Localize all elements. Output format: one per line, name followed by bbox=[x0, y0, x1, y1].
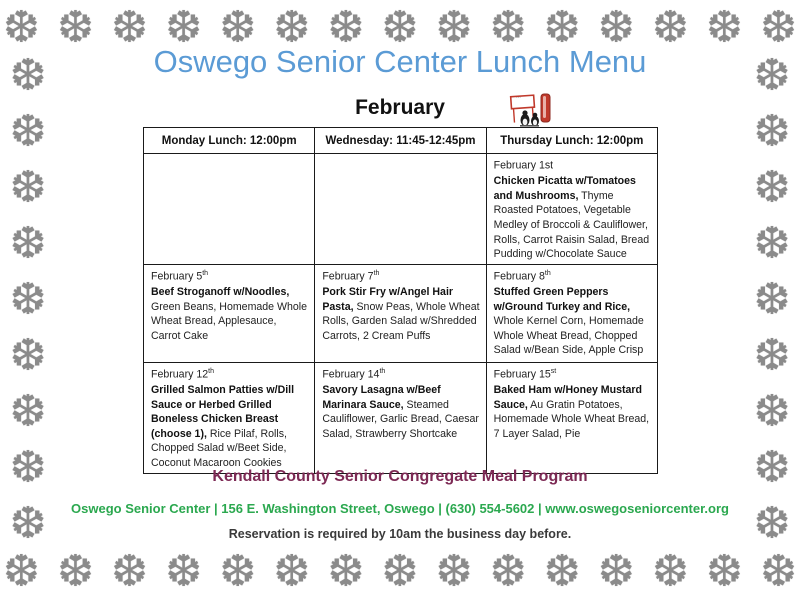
menu-cell-feb14 bbox=[315, 362, 486, 473]
cell-date: February 1st bbox=[493, 159, 554, 172]
menu-cell-feb8 bbox=[486, 264, 657, 362]
snowflake-icon: ❆ bbox=[327, 2, 365, 53]
snowflake-icon: ❆ bbox=[760, 546, 797, 597]
snowflake-icon: ❆ bbox=[435, 546, 473, 597]
cell-body: Pork Stir Fry w/Angel Hair Pasta, Snow Peas, Whole Wheat Rolls, Garden Salad w/Shredded Carrots, 2 Cream Puffs bbox=[322, 285, 480, 342]
snowflake-icon: ❆ bbox=[327, 546, 365, 597]
menu-cell-empty bbox=[144, 154, 315, 265]
snowflake-icon: ❆ bbox=[753, 386, 791, 437]
cell-body: Stuffed Green Peppers w/Ground Turkey and Rice, Whole Kernel Corn, Homemade Whole Wheat Bread, Chopped Salad w/Bean Side, Apple Crisp bbox=[493, 285, 644, 357]
snowflake-icon: ❆ bbox=[489, 2, 527, 53]
cell-date: February 14th bbox=[322, 367, 386, 381]
cell-body: Chicken Picatta w/Tomatoes and Mushrooms, Thyme Roasted Potatoes, Vegetable Medley of Broccoli & Cauliflower, Rolls, Carrot Raisin Salad, Bread Pudding w/Chocolate Sauce bbox=[493, 175, 650, 261]
snowflake-icon: ❆ bbox=[753, 498, 791, 549]
menu-cell-feb5 bbox=[144, 264, 315, 362]
cell-body: Beef Stroganoff w/Noodles, Green Beans, Homemade Whole Wheat Bread, Applesauce, Carrot Cake bbox=[151, 285, 308, 342]
page-title: Oswego Senior Center Lunch Menu bbox=[153, 44, 647, 79]
cell-body: Savory Lasagna w/Beef Marinara Sauce, Steamed Cauliflower, Garlic Bread, Caesar Salad, Strawberry Shortcake bbox=[322, 383, 479, 440]
snowflake-icon: ❆ bbox=[9, 162, 47, 213]
snowflake-icon: ❆ bbox=[543, 2, 581, 53]
snowflake-icon: ❆ bbox=[9, 274, 47, 325]
snowflake-icon: ❆ bbox=[165, 2, 203, 53]
snowflake-icon: ❆ bbox=[753, 442, 791, 493]
snowflake-icon: ❆ bbox=[651, 2, 689, 53]
snowflake-icon: ❆ bbox=[381, 2, 419, 53]
reservation-note: Reservation is required by 10am the business day before. bbox=[228, 527, 572, 541]
menu-cell-feb15 bbox=[486, 362, 657, 473]
snowflake-icon: ❆ bbox=[273, 546, 311, 597]
snowflake-icon: ❆ bbox=[9, 106, 47, 157]
snowflake-icon: ❆ bbox=[273, 2, 311, 53]
program-name: Kendall County Senior Congregate Meal Program bbox=[212, 468, 588, 485]
menu-cell-feb7 bbox=[315, 264, 486, 362]
snowflake-icon: ❆ bbox=[219, 2, 257, 53]
snowflake-icon: ❆ bbox=[753, 162, 791, 213]
snowflake-border-bottom bbox=[0, 544, 800, 600]
snowflake-icon: ❆ bbox=[706, 546, 743, 597]
menu-cell-empty bbox=[315, 154, 486, 265]
snowflake-icon: ❆ bbox=[753, 106, 791, 157]
month-label: February bbox=[355, 96, 445, 119]
snowflake-icon: ❆ bbox=[9, 50, 47, 101]
snowflake-icon: ❆ bbox=[753, 50, 791, 101]
snowflake-icon: ❆ bbox=[3, 546, 40, 597]
cell-date: February 12th bbox=[151, 367, 214, 381]
cell-date: February 15st bbox=[493, 367, 557, 381]
snowflake-icon: ❆ bbox=[3, 2, 40, 53]
header-wednesday: Wednesday: 11:45-12:45pm bbox=[315, 128, 486, 154]
snowflake-icon: ❆ bbox=[753, 218, 791, 269]
cell-date: February 5th bbox=[151, 269, 209, 283]
snowflake-icon: ❆ bbox=[651, 546, 689, 597]
menu-table bbox=[143, 127, 658, 474]
cell-body: Grilled Salmon Patties w/Dill Sauce or Herbed Grilled Boneless Chicken Breast (choose 1), Rice Pilaf, Rolls, Chopped Salad w/Beet Side, Coconut Macaroon Cookies bbox=[151, 383, 295, 469]
menu-header-row bbox=[144, 128, 658, 154]
penguins-sled-icon bbox=[508, 92, 552, 130]
snowflake-icon: ❆ bbox=[489, 546, 527, 597]
snowflake-icon: ❆ bbox=[760, 2, 797, 53]
month-heading-row bbox=[0, 96, 800, 120]
snowflake-icon: ❆ bbox=[435, 2, 473, 53]
snowflake-icon: ❆ bbox=[111, 2, 149, 53]
menu-row-week2 bbox=[144, 264, 658, 362]
snowflake-icon: ❆ bbox=[9, 330, 47, 381]
menu-row-week3 bbox=[144, 362, 658, 473]
snowflake-icon: ❆ bbox=[9, 386, 47, 437]
cell-date: February 8th bbox=[493, 269, 551, 283]
snowflake-icon: ❆ bbox=[9, 498, 47, 549]
header-thursday: Thursday Lunch: 12:00pm bbox=[486, 128, 657, 154]
snowflake-icon: ❆ bbox=[9, 218, 47, 269]
snowflake-icon: ❆ bbox=[111, 546, 149, 597]
snowflake-icon: ❆ bbox=[753, 330, 791, 381]
cell-body: Baked Ham w/Honey Mustard Sauce, Au Gratin Potatoes, Homemade Whole Wheat Bread, 7 Layer Salad, Pie bbox=[493, 383, 650, 440]
snowflake-icon: ❆ bbox=[543, 546, 581, 597]
menu-cell-feb1 bbox=[486, 154, 657, 265]
header-monday: Monday Lunch: 12:00pm bbox=[144, 128, 315, 154]
snowflake-icon: ❆ bbox=[57, 2, 94, 53]
svg-text:…: … bbox=[516, 94, 521, 100]
snowflake-icon: ❆ bbox=[753, 274, 791, 325]
snowflake-icon: ❆ bbox=[219, 546, 257, 597]
snowflake-icon: ❆ bbox=[381, 546, 419, 597]
menu-cell-feb12 bbox=[144, 362, 315, 473]
snowflake-icon: ❆ bbox=[9, 442, 47, 493]
contact-line: Oswego Senior Center | 156 E. Washington Street, Oswego | (630) 554-5602 | www.oswegoseniorcenter.org bbox=[71, 501, 729, 516]
snowflake-icon: ❆ bbox=[597, 546, 635, 597]
menu-row-week1 bbox=[144, 154, 658, 265]
snowflake-icon: ❆ bbox=[706, 2, 743, 53]
cell-date: February 7th bbox=[322, 269, 380, 283]
snowflake-icon: ❆ bbox=[57, 546, 94, 597]
snowflake-icon: ❆ bbox=[597, 2, 635, 53]
snowflake-icon: ❆ bbox=[165, 546, 203, 597]
